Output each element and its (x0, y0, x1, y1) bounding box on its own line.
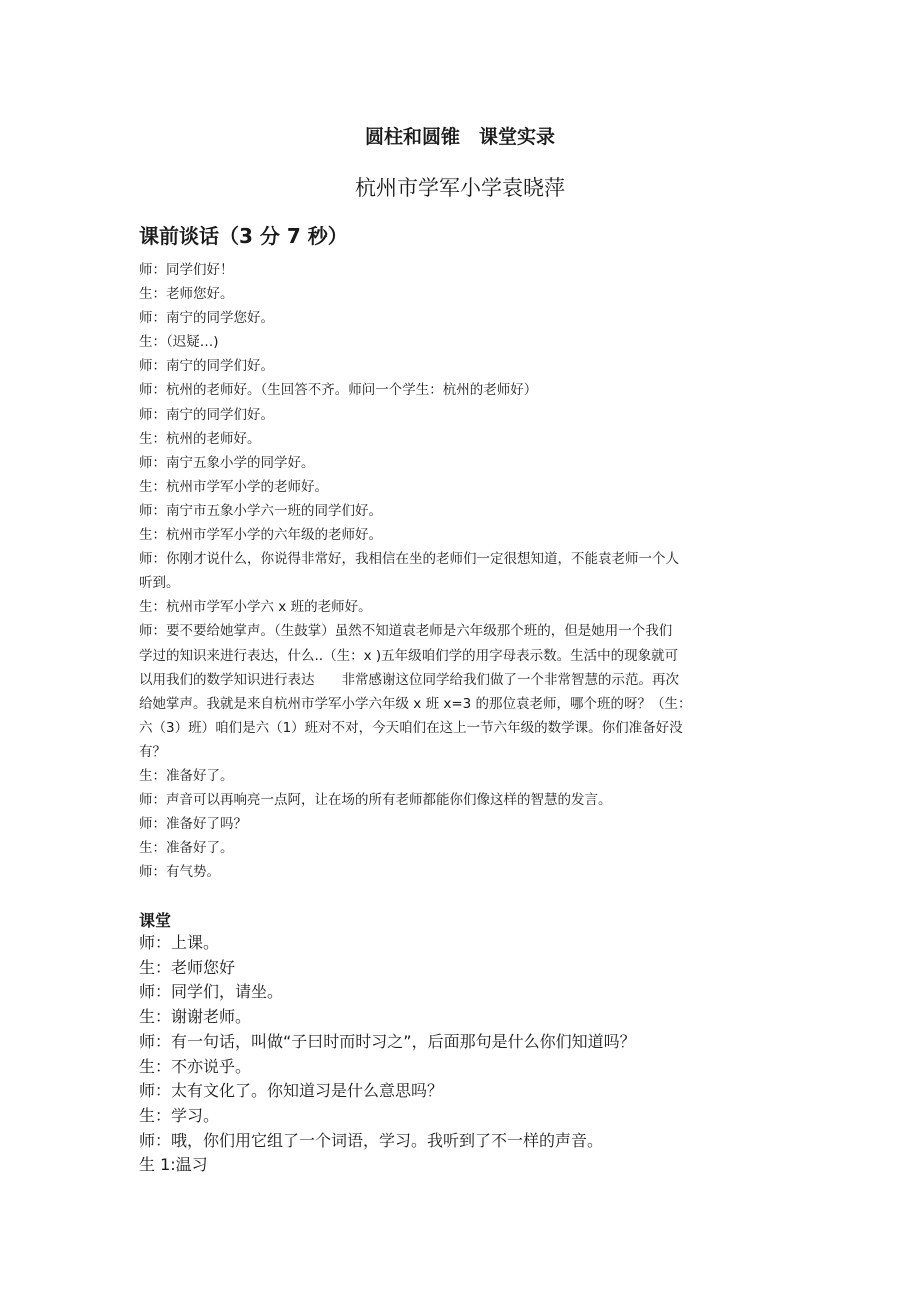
dialogue-line: 生：杭州的老师好。 (139, 430, 261, 447)
document-author: 杭州市学军小学袁晓萍 (355, 176, 565, 200)
dialogue-line: 学过的知识来进行表达，什么..（生：x )五年级咱们学的用字母表示数。生活中的现象就可 (139, 647, 679, 664)
dialogue-line: 生：杭州市学军小学六 x 班的老师好。 (139, 599, 372, 616)
dialogue-line: 六（3）班）咱们是六（1）班对不对，今天咱们在这上一节六年级的数学课。你们准备好没 (139, 719, 683, 736)
dialogue-line: 师：有气势。 (139, 864, 220, 881)
class-dialogue (139, 931, 787, 1178)
dialogue-line: 有？ (139, 743, 166, 760)
dialogue-line: 生 1:温习 (139, 1155, 208, 1175)
dialogue-line: 生：准备好了。 (139, 767, 234, 784)
dialogue-line: 师：南宁五象小学的同学好。 (139, 454, 315, 471)
dialogue-line: 给她掌声。我就是来自杭州市学军小学六年级 x 班 x=3 的那位袁老师，哪个班的呀？（生： (139, 695, 692, 712)
dialogue-line: 师：南宁的同学们好。 (139, 406, 274, 423)
dialogue-line: 师：要不要给她掌声。（生鼓掌）虽然不知道袁老师是六年级那个班的，但是她用一个我们 (139, 623, 673, 640)
dialogue-line: 师：声音可以再响亮一点阿，让在场的所有老师都能你们像这样的智慧的发言。 (139, 792, 612, 809)
dialogue-line: 师：你刚才说什么，你说得非常好，我相信在坐的老师们一定很想知道，不能袁老师一个人 (139, 551, 679, 568)
dialogue-line: 师：哦，你们用它组了一个词语，学习。我听到了不一样的声音。 (139, 1130, 604, 1150)
dialogue-line: 师：南宁的同学您好。 (139, 310, 274, 327)
dialogue-line: 生：谢谢老师。 (139, 1007, 252, 1027)
document-title: 圆柱和圆锥 课堂实录 (364, 126, 555, 148)
dialogue-line: 师：南宁的同学们好。 (139, 358, 274, 375)
dialogue-line: 生：不亦说乎。 (139, 1056, 252, 1076)
section-heading-pre-class-talk: 课前谈话（3 分 7 秒） (139, 224, 348, 248)
dialogue-line: 师：同学们，请坐。 (139, 982, 284, 1002)
dialogue-line: 生：老师您好 (139, 957, 236, 977)
dialogue-line: 生：学习。 (139, 1105, 220, 1125)
dialogue-line: 师：杭州的老师好。（生回答不齐。师问一个学生：杭州的老师好） (139, 382, 538, 399)
dialogue-line: 生：老师您好。 (139, 286, 234, 303)
dialogue-line: 生：杭州市学军小学的老师好。 (139, 478, 328, 495)
dialogue-line: 听到。 (139, 575, 180, 592)
dialogue-line: 生：杭州市学军小学的六年级的老师好。 (139, 527, 382, 544)
dialogue-line: 师：太有文化了。你知道习是什么意思吗？ (139, 1081, 444, 1101)
dialogue-line: 以用我们的数学知识进行表达 非常感谢这位同学给我们做了一个非常智慧的示范。再次 (139, 671, 679, 688)
dialogue-line: 师：上课。 (139, 933, 220, 952)
dialogue-line: 师：准备好了吗？ (139, 816, 247, 833)
dialogue-line: 生：准备好了。 (139, 840, 234, 857)
section-heading-class: 课堂 (139, 911, 172, 930)
dialogue-line: 师：南宁市五象小学六一班的同学们好。 (139, 502, 382, 519)
dialogue-line: 师：有一句话，叫做“子曰时而时习之”，后面那句是什么你们知道吗？ (139, 1031, 636, 1051)
pre-class-dialogue (139, 258, 787, 884)
dialogue-line: 师：同学们好！ (139, 262, 234, 278)
dialogue-line: 生：（迟疑…) (139, 334, 219, 351)
